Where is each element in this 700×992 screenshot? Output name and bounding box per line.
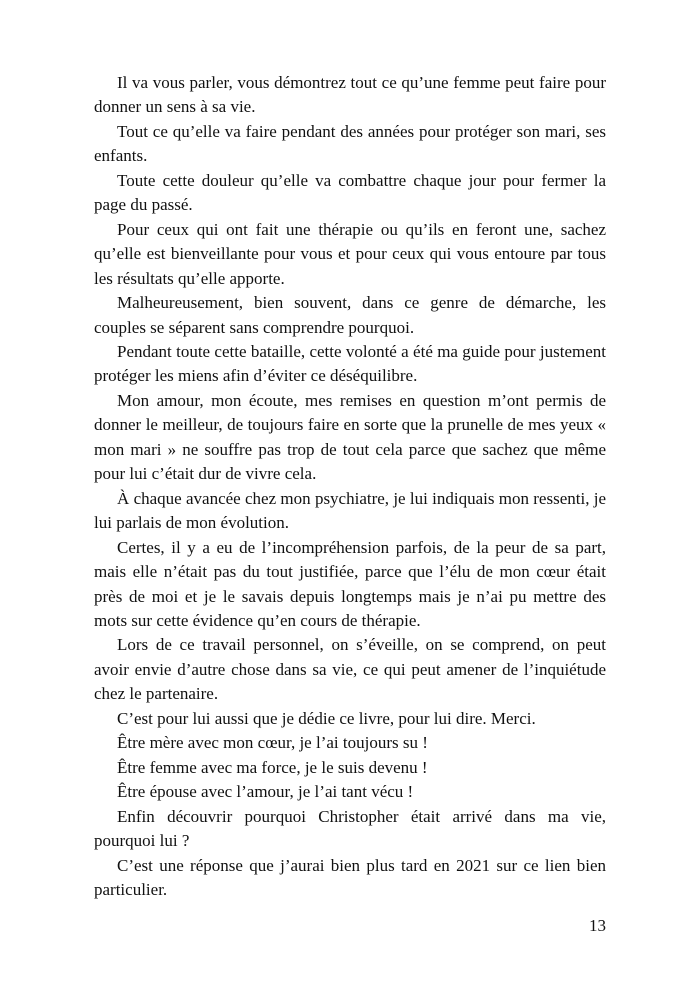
paragraph: Être épouse avec l’amour, je l’ai tant vécu !: [117, 782, 414, 802]
page-number: 13: [589, 916, 606, 935]
paragraph: Pendant toute cette bataille, cette volonté a été ma guide pour justement protéger les miens afin d’éviter ce déséquilibre.: [94, 341, 606, 386]
paragraph: À chaque avancée chez mon psychiatre, je lui indiquais mon ressenti, je lui parlais de mon évolution.: [94, 488, 606, 533]
paragraph: Certes, il y a eu de l’incompréhension parfois, de la peur de sa part, mais elle n’était pas du tout justifiée, parce que l’élu de mon cœur était près de moi et je le savais depuis longtemps mais je n’ai pu mettre des mots sur cette évidence qu’en cours de thérapie.: [94, 537, 606, 630]
page-body: [94, 71, 606, 902]
paragraph: Il va vous parler, vous démontrez tout ce qu’une femme peut faire pour donner un sens à sa vie.: [94, 73, 606, 117]
paragraph: Enfin découvrir pourquoi Christopher était arrivé dans ma vie, pourquoi lui ?: [94, 806, 606, 851]
paragraph: Mon amour, mon écoute, mes remises en question m’ont permis de donner le meilleur, de toujours faire en sorte que la prunelle de mes yeux « mon mari » ne souffre pas trop de tout cela parce que sachez que même pour lui c’était dur de vivre cela.: [94, 390, 606, 484]
paragraph: Lors de ce travail personnel, on s’éveille, on se comprend, on peut avoir envie d’autre chose dans sa vie, ce qui peut amener de l’inquiétude chez le partenaire.: [94, 635, 606, 704]
paragraph: Être mère avec mon cœur, je l’ai toujours su !: [117, 733, 428, 753]
paragraph: Être femme avec ma force, je le suis devenu !: [117, 757, 428, 777]
paragraph: C’est pour lui aussi que je dédie ce livre, pour lui dire. Merci.: [117, 708, 536, 728]
paragraph: Tout ce qu’elle va faire pendant des années pour protéger son mari, ses enfants.: [94, 121, 606, 166]
paragraph: Toute cette douleur qu’elle va combattre chaque jour pour fermer la page du passé.: [94, 170, 606, 215]
paragraph: Malheureusement, bien souvent, dans ce genre de démarche, les couples se séparent sans comprendre pourquoi.: [94, 293, 606, 337]
paragraph: C’est une réponse que j’aurai bien plus tard en 2021 sur ce lien bien particulier.: [94, 855, 606, 899]
paragraph: Pour ceux qui ont fait une thérapie ou qu’ils en feront une, sachez qu’elle est bienveillante pour vous et pour ceux qui vous entoure par tous les résultats qu’elle apporte.: [94, 219, 606, 288]
